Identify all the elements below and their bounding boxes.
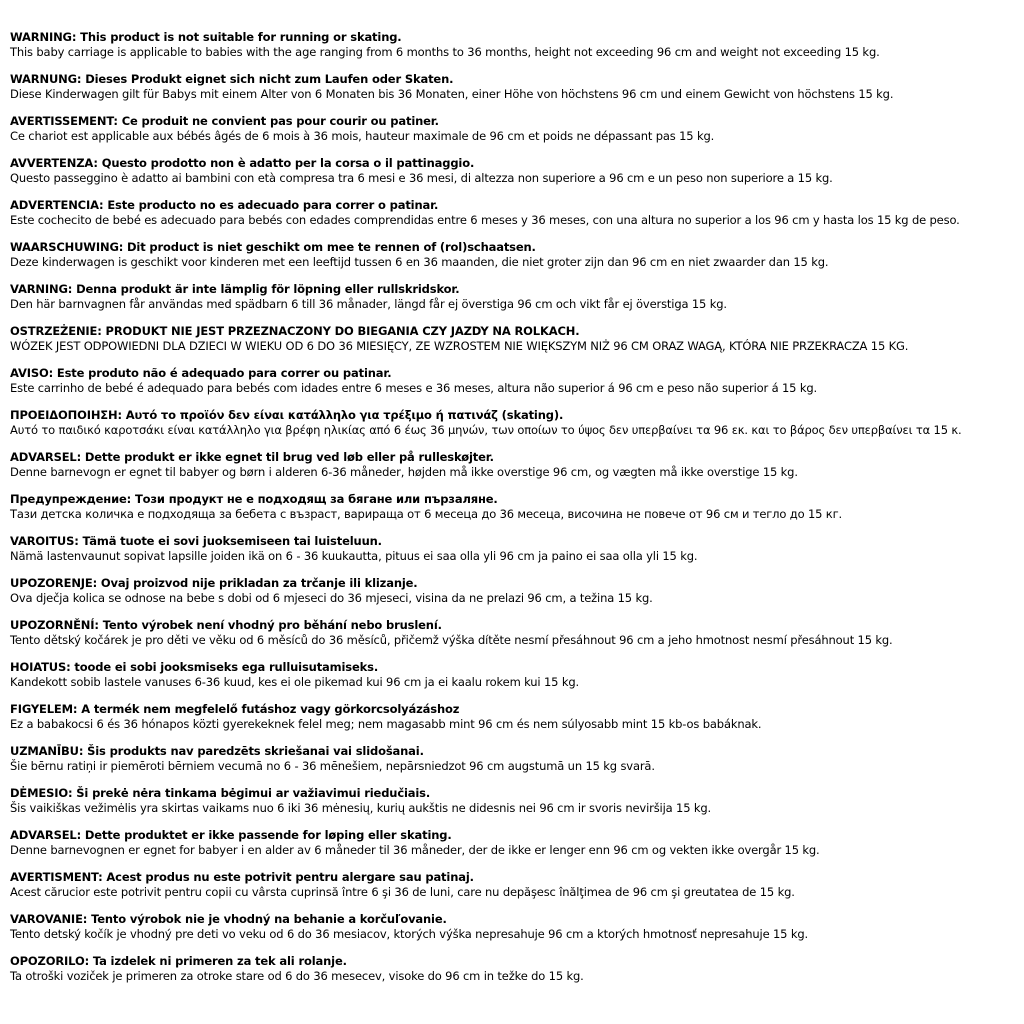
warning-block	[10, 618, 1014, 647]
warning-block	[10, 492, 1014, 521]
warning-body-text: Ova dječja kolica se odnose na bebe s dobi od 6 mjeseci do 36 mjeseci, visina da ne prelazi 96 cm, a težina 15 kg.	[10, 590, 653, 605]
warning-heading: VARNING: Denna produkt är inte lämplig för löpning eller rullskridskor.	[10, 282, 460, 296]
warning-heading: VAROVANIE: Tento výrobok nie je vhodný na behanie a korčuľovanie.	[10, 912, 447, 926]
warning-block	[10, 702, 1014, 731]
warning-body-text: Den här barnvagnen får användas med spädbarn 6 till 36 månader, längd får ej överstiga 96 cm och vikt får ej överstiga 15 kg.	[10, 296, 727, 311]
warning-heading: UZMANĪBU: Šis produkts nav paredzēts skriešanai vai slidošanai.	[10, 744, 424, 758]
warning-block	[10, 786, 1014, 815]
warning-block	[10, 240, 1014, 269]
warning-body-text: Deze kinderwagen is geschikt voor kinderen met een leeftijd tussen 6 en 36 maanden, die niet groter zijn dan 96 cm en niet zwaarder dan 15 kg.	[10, 254, 829, 269]
warning-body-text: Acest cărucior este potrivit pentru copii cu vârsta cuprinsă între 6 şi 36 de luni, care nu depăşesc înălţimea de 96 cm şi greutatea de 15 kg.	[10, 884, 795, 899]
warning-heading: Предупреждение: Този продукт не е подходящ за бягане или пързаляне.	[10, 492, 498, 506]
warning-block	[10, 534, 1014, 563]
warning-block	[10, 156, 1014, 185]
warning-body-text: Ez a babakocsi 6 és 36 hónapos közti gyerekeknek felel meg; nem magasabb mint 96 cm és nem súlyosabb mint 15 kb-os babáknak.	[10, 716, 762, 731]
warning-body-text: Šie bērnu ratiņi ir piemēroti bērniem vecumā no 6 - 36 mēnešiem, nepārsniedzot 96 cm augstumā un 15 kg svarā.	[10, 758, 655, 773]
warning-body-text: WÓZEK JEST ODPOWIEDNI DLA DZIECI W WIEKU OD 6 DO 36 MIESIĘCY, ZE WZROSTEM NIE WIĘKSZYM NIŻ 96 CM ORAZ WAGĄ, KTÓRA NIE PRZEKRACZA 15 KG.	[10, 338, 909, 353]
warning-heading: ADVARSEL: Dette produkt er ikke egnet til brug ved løb eller på rulleskøjter.	[10, 450, 494, 464]
warning-heading: WARNUNG: Dieses Produkt eignet sich nicht zum Laufen oder Skaten.	[10, 72, 454, 86]
warning-heading: UPOZORENJE: Ovaj proizvod nije prikladan za trčanje ili klizanje.	[10, 576, 418, 590]
warning-block	[10, 324, 1014, 353]
warning-block	[10, 198, 1014, 227]
warning-heading: ADVERTENCIA: Este producto no es adecuado para correr o patinar.	[10, 198, 439, 212]
warning-blocks-container	[10, 30, 1014, 983]
warning-block	[10, 576, 1014, 605]
warning-heading: UPOZORNĚNÍ: Tento výrobek není vhodný pro běhání nebo bruslení.	[10, 618, 442, 632]
warning-body-text: Diese Kinderwagen gilt für Babys mit einem Alter von 6 Monaten bis 36 Monaten, einer Höhe von höchstens 96 cm und einem Gewicht von höchstens 15 kg.	[10, 86, 894, 101]
warning-heading: OSTRZEŻENIE: PRODUKT NIE JEST PRZEZNACZONY DO BIEGANIA CZY JAZDY NA ROLKACH.	[10, 324, 580, 338]
warning-block	[10, 744, 1014, 773]
warning-block	[10, 870, 1014, 899]
warning-heading: AVISO: Este produto não é adequado para correr ou patinar.	[10, 366, 392, 380]
warning-body-text: Тази детска количка е подходяща за бебета с възраст, варираща от 6 месеца до 36 месеца, височина не повече от 96 см и тегло до 15 кг.	[10, 506, 842, 521]
warning-block	[10, 912, 1014, 941]
warning-heading: ADVARSEL: Dette produktet er ikke passende for løping eller skating.	[10, 828, 452, 842]
warning-heading: WAARSCHUWING: Dit product is niet geschikt om mee te rennen of (rol)schaatsen.	[10, 240, 536, 254]
warning-body-text: This baby carriage is applicable to babies with the age ranging from 6 months to 36 months, height not exceeding 96 cm and weight not exceeding 15 kg.	[10, 44, 880, 59]
warning-body-text: Questo passeggino è adatto ai bambini con età compresa tra 6 mesi e 36 mesi, di altezza non superiore a 96 cm e un peso non superiore a 15 kg.	[10, 170, 833, 185]
warning-block	[10, 366, 1014, 395]
warning-block	[10, 72, 1014, 101]
warning-block	[10, 282, 1014, 311]
warning-heading: AVERTISMENT: Acest produs nu este potrivit pentru alergare sau patinaj.	[10, 870, 474, 884]
warning-body-text: Tento dětský kočárek je pro děti ve věku od 6 měsíců do 36 měsíců, přičemž výška dítěte nesmí přesáhnout 96 cm a jeho hmotnost nesmí přesáhnout 15 kg.	[10, 632, 893, 647]
warning-block	[10, 660, 1014, 689]
warning-body-text: Nämä lastenvaunut sopivat lapsille joiden ikä on 6 - 36 kuukautta, pituus ei saa olla yli 96 cm ja paino ei saa olla yli 15 kg.	[10, 548, 698, 563]
warning-block	[10, 408, 1014, 437]
warning-block	[10, 114, 1014, 143]
warning-body-text: Kandekott sobib lastele vanuses 6-36 kuud, kes ei ole pikemad kui 96 cm ja ei kaalu rokem kui 15 kg.	[10, 674, 579, 689]
warning-heading: ΠΡΟΕΙΔΟΠΟΙΗΣΗ: Αυτό το προϊόν δεν είναι κατάλληλο για τρέξιμο ή πατινάζ (skating).	[10, 408, 564, 422]
warning-block	[10, 828, 1014, 857]
warning-heading: WARNING: This product is not suitable for running or skating.	[10, 30, 402, 44]
warning-heading: AVVERTENZA: Questo prodotto non è adatto per la corsa o il pattinaggio.	[10, 156, 475, 170]
warning-body-text: Šis vaikiškas vežimėlis yra skirtas vaikams nuo 6 iki 36 mėnesių, kurių aukštis ne didesnis nei 96 cm ir svoris neviršija 15 kg.	[10, 800, 712, 815]
warning-heading: VAROITUS: Tämä tuote ei sovi juoksemiseen tai luisteluun.	[10, 534, 382, 548]
warning-heading: DĖMESIO: Ši prekė nėra tinkama bėgimui ar važiavimui riedučiais.	[10, 786, 431, 800]
warning-body-text: Denne barnevogn er egnet til babyer og børn i alderen 6-36 måneder, højden må ikke overstige 96 cm, og vægten må ikke overstige 15 kg.	[10, 464, 798, 479]
warning-body-text: Ta otroški voziček je primeren za otroke stare od 6 do 36 mesecev, visoke do 96 cm in težke do 15 kg.	[10, 968, 584, 983]
warning-body-text: Tento detský kočík je vhodný pre deti vo veku od 6 do 36 mesiacov, ktorých výška nepresahuje 96 cm a ktorých hmotnosť nepresahuje 15 kg.	[10, 926, 809, 941]
warning-body-text: Αυτό το παιδικό καροτσάκι είναι κατάλληλο για βρέφη ηλικίας από 6 έως 36 μηνών, των οποίων το ύψος δεν υπερβαίνει τα 96 εκ. και το βάρος δεν υπερβαίνει τα 15 κ.	[10, 422, 962, 437]
warning-body-text: Ce chariot est applicable aux bébés âgés de 6 mois à 36 mois, hauteur maximale de 96 cm et poids ne dépassant pas 15 kg.	[10, 128, 715, 143]
warning-block	[10, 30, 1014, 59]
warning-block	[10, 954, 1014, 983]
warning-heading: AVERTISSEMENT: Ce produit ne convient pas pour courir ou patiner.	[10, 114, 439, 128]
warning-body-text: Este carrinho de bebé é adequado para bebés com idades entre 6 meses e 36 meses, altura não superior á 96 cm e peso não superior á 15 kg.	[10, 380, 818, 395]
warning-heading: OPOZORILO: Ta izdelek ni primeren za tek ali rolanje.	[10, 954, 347, 968]
warning-body-text: Denne barnevognen er egnet for babyer i en alder av 6 måneder til 36 måneder, der de ikke er lenger enn 96 cm og vekten ikke overgår 15 kg.	[10, 842, 820, 857]
warning-heading: HOIATUS: toode ei sobi jooksmiseks ega rulluisutamiseks.	[10, 660, 379, 674]
warning-block	[10, 450, 1014, 479]
warning-heading: FIGYELEM: A termék nem megfelelő futáshoz vagy görkorcsolyázáshoz	[10, 702, 460, 716]
warning-body-text: Este cochecito de bebé es adecuado para bebés con edades comprendidas entre 6 meses y 36 meses, con una altura no superior a los 96 cm y hasta los 15 kg de peso.	[10, 212, 960, 227]
